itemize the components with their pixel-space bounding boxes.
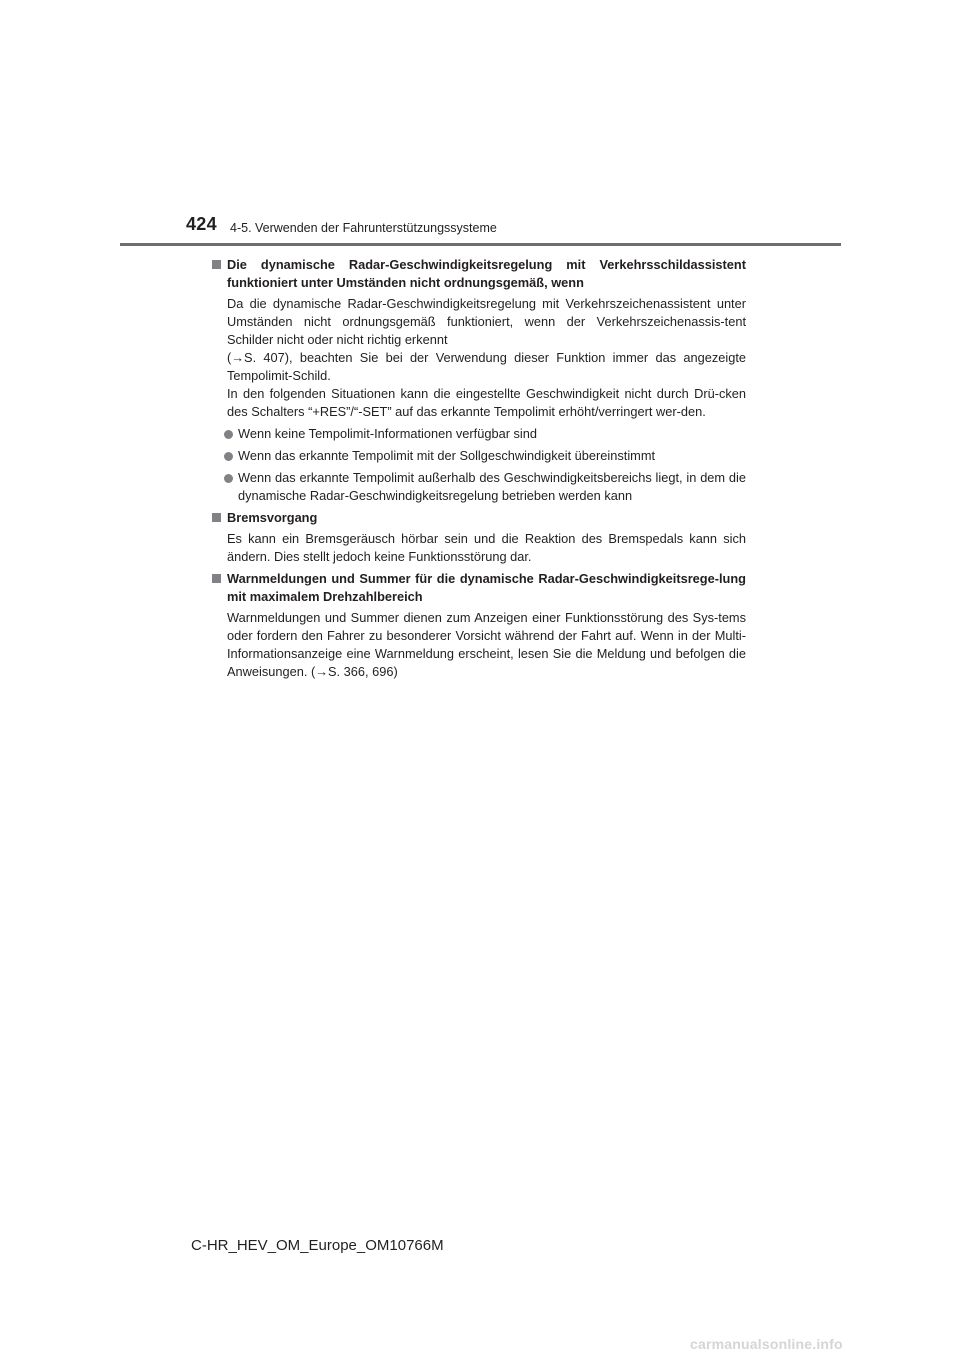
- main-content: [211, 256, 746, 684]
- section-heading: [211, 509, 746, 527]
- section-heading: [211, 570, 746, 606]
- list-item: [211, 469, 746, 505]
- document-code: C-HR_HEV_OM_Europe_OM10766M: [191, 1237, 444, 1254]
- page-number: 424: [186, 214, 217, 234]
- section-warning-messages: [211, 570, 746, 681]
- watermark: carmanualsonline.info: [690, 1336, 843, 1352]
- circle-bullet-icon: [224, 474, 233, 483]
- header-divider: [120, 243, 841, 246]
- section-paragraph: Es kann ein Bremsgeräusch hörbar sein und die Reaktion des Bremspedals kann sich ändern. Dies stellt jedoch keine Funktionsstörung dar.: [227, 531, 746, 564]
- section-title: 4-5. Verwenden der Fahrunterstützungssysteme: [230, 221, 497, 235]
- section-braking: [211, 509, 746, 566]
- section-heading-text: Die dynamische Radar-Geschwindigkeitsregelung mit Verkehrsschildassistent funktioniert unter Umständen nicht ordnungsgemäß, wenn: [227, 257, 746, 290]
- list-item-text: Wenn das erkannte Tempolimit außerhalb des Geschwindigkeitsbereichs liegt, in dem die dynamische Radar-Geschwindigkeitsregelung betrieben werden kann: [238, 470, 746, 503]
- section-paragraph: Warnmeldungen und Summer dienen zum Anzeigen einer Funktionsstörung des Sys-tems oder fordern den Fahrer zu besonderer Vorsicht während der Fahrt auf. Wenn in der Multi-Informationsanzeige eine Warnmeldung erscheint, lesen Sie die Meldung und befolgen die Anweisungen. (→S. 366, 696): [227, 610, 746, 679]
- circle-bullet-icon: [224, 452, 233, 461]
- page-header: [0, 0, 960, 250]
- section-heading: [211, 256, 746, 292]
- section-paragraph: Da die dynamische Radar-Geschwindigkeitsregelung mit Verkehrszeichenassistent unter Umständen nicht ordnungsgemäß funktioniert, wenn der Verkehrszeichenassis-tent Schilder nicht oder nicht richtig erkennt (→S. 407), beachten Sie bei der Verwendung dieser Funktion immer das angezeigte Tempolimit-Schild. In den folgenden Situationen kann die eingestellte Geschwindigkeit nicht durch Drü-cken des Schalters “+RES”/“-SET” auf das erkannte Tempolimit erhöht/verringert wer-den.: [227, 296, 746, 419]
- square-bullet-icon: [212, 260, 221, 269]
- section-heading-text: Bremsvorgang: [227, 510, 318, 525]
- section-dynamic-radar-cruise-traffic-sign: [211, 256, 746, 505]
- section-heading-text: Warnmeldungen und Summer für die dynamische Radar-Geschwindigkeitsrege-lung mit maximalem Drehzahlbereich: [227, 571, 746, 604]
- square-bullet-icon: [212, 574, 221, 583]
- circle-bullet-icon: [224, 430, 233, 439]
- list-item: [211, 447, 746, 465]
- list-item: [211, 425, 746, 443]
- list-item-text: Wenn das erkannte Tempolimit mit der Sollgeschwindigkeit übereinstimmt: [238, 448, 656, 463]
- square-bullet-icon: [212, 513, 221, 522]
- list-item-text: Wenn keine Tempolimit-Informationen verfügbar sind: [238, 426, 537, 441]
